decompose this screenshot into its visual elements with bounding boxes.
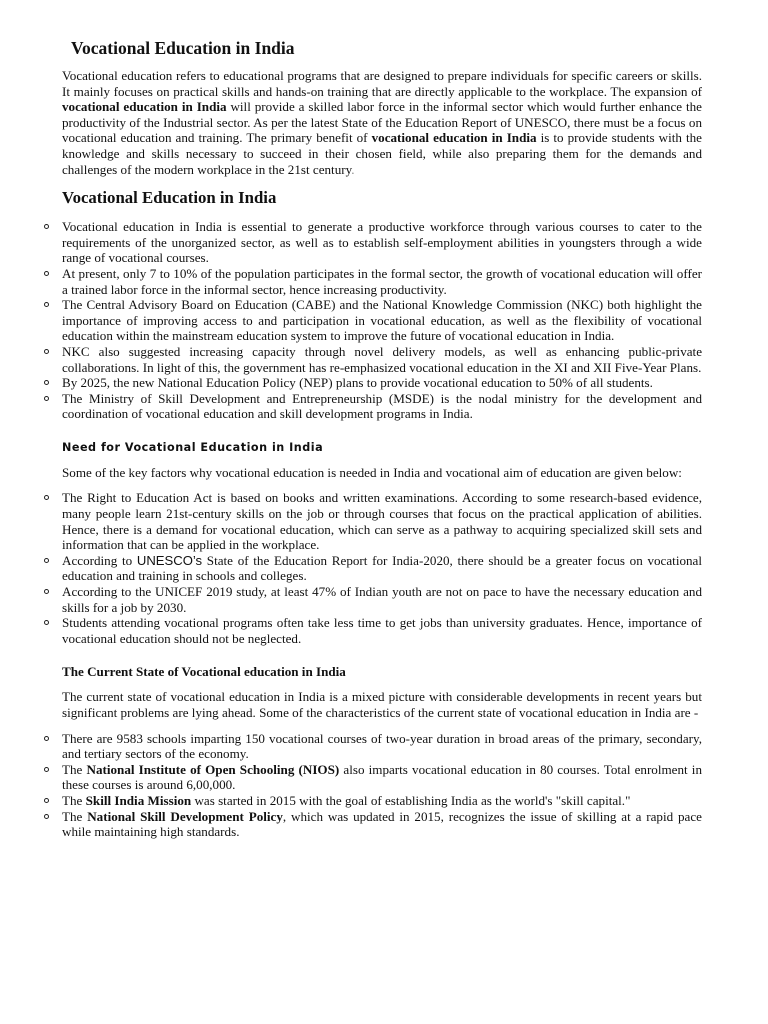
list-item: The National Skill Development Policy, which was updated in 2015, recognizes the issue of skilling at a rapid pace while maintaining high standards. [62, 809, 702, 840]
bullet-circle-icon [44, 396, 49, 401]
bullet-circle-icon [44, 589, 49, 594]
bullet-circle-icon [44, 767, 49, 772]
current-state-list [62, 731, 702, 840]
bullet-circle-icon [44, 271, 49, 276]
bullet-circle-icon [44, 558, 49, 563]
bullet-circle-icon [44, 224, 49, 229]
bullet-circle-icon [44, 620, 49, 625]
section-heading-vocational-education: Vocational Education in India [62, 188, 277, 208]
bullet-circle-icon [44, 736, 49, 741]
bullet-circle-icon [44, 380, 49, 385]
list-item: The Central Advisory Board on Education (CABE) and the National Knowledge Commission (NKC) both highlight the importance of improving access to and participation in vocational education, as well as the flexibility of vocational education within the mainstream education system to improve the future of vocational education in India. [62, 297, 702, 344]
list-item: At present, only 7 to 10% of the population participates in the formal sector, the growth of vocational education will offer a trained labor force in the informal sector, hence increasing productivity. [62, 266, 702, 297]
need-intro-paragraph: Some of the key factors why vocational education is needed in India and vocational aim of education are given below: [62, 464, 682, 480]
list-item: According to UNESCO’s State of the Education Report for India-2020, there should be a greater focus on vocational education and training in schools and colleges. [62, 553, 702, 584]
section-heading-need: Need for Vocational Education in India [62, 440, 324, 454]
list-item: The Ministry of Skill Development and Entrepreneurship (MSDE) is the nodal ministry for the development and coordination of vocational education and skill development programs in India. [62, 391, 702, 422]
bullet-circle-icon [44, 349, 49, 354]
bullet-circle-icon [44, 814, 49, 819]
list-item: Vocational education in India is essential to generate a productive workforce through various courses to cater to the requirements of the unorganized sector, as well as to establish self-employment abilities in youngsters through a wide range of vocational courses. [62, 219, 702, 266]
list-item: NKC also suggested increasing capacity through novel delivery models, as well as enhancing public-private collaborations. In light of this, the government has re-emphasized vocational education in the XI and XII Five-Year Plans. [62, 344, 702, 375]
current-state-intro-paragraph: The current state of vocational education in India is a mixed picture with considerable developments in recent years but significant problems are lying ahead. Some of the characteristics of the current state of vocational education in India are - [62, 689, 702, 720]
list-item: The Right to Education Act is based on books and written examinations. According to some research-based evidence, many people learn 21st-century skills on the job or through courses that focus on the practical application of abilities. Hence, there is a demand for vocational education, which can serve as a pathway to acquiring specialized skill sets and information that can be applied in the workplace. [62, 490, 702, 552]
need-list [62, 490, 702, 646]
list-item: There are 9583 schools imparting 150 vocational courses of two-year duration in broad areas of the primary, secondary, and tertiary sectors of the economy. [62, 731, 702, 762]
page-title: Vocational Education in India [71, 38, 295, 58]
list-item: The Skill India Mission was started in 2015 with the goal of establishing India as the world's "skill capital." [62, 793, 702, 809]
list-item: The National Institute of Open Schooling (NIOS) also imparts vocational education in 80 courses. Total enrolment in these courses is around 6,00,000. [62, 762, 702, 793]
vocational-education-list [62, 219, 702, 422]
bullet-circle-icon [44, 495, 49, 500]
list-item: Students attending vocational programs often take less time to get jobs than university graduates. Hence, importance of vocational education should not be neglected. [62, 615, 702, 646]
bullet-circle-icon [44, 302, 49, 307]
intro-paragraph: Vocational education refers to educational programs that are designed to prepare individuals for specific careers or skills. It mainly focuses on practical skills and hands-on training that are directly applicable to the workplace. The expansion of vocational education in India will provide a skilled labor force in the informal sector which would further enhance the productivity of the Industrial sector. As per the latest State of the Education Report of UNESCO, there must be a focus on vocational education and training. The primary benefit of vocational education in India is to provide students with the knowledge and skills necessary to succeed in their chosen field, while also preparing them for the demands and challenges of the modern workplace in the 21st century. [62, 68, 702, 177]
section-heading-current-state: The Current State of Vocational education in India [62, 664, 346, 680]
bullet-circle-icon [44, 798, 49, 803]
list-item: By 2025, the new National Education Policy (NEP) plans to provide vocational education to 50% of all students. [62, 375, 702, 391]
list-item: According to the UNICEF 2019 study, at least 47% of Indian youth are not on pace to have the necessary education and skills for a job by 2030. [62, 584, 702, 615]
document-page [62, 37, 702, 840]
